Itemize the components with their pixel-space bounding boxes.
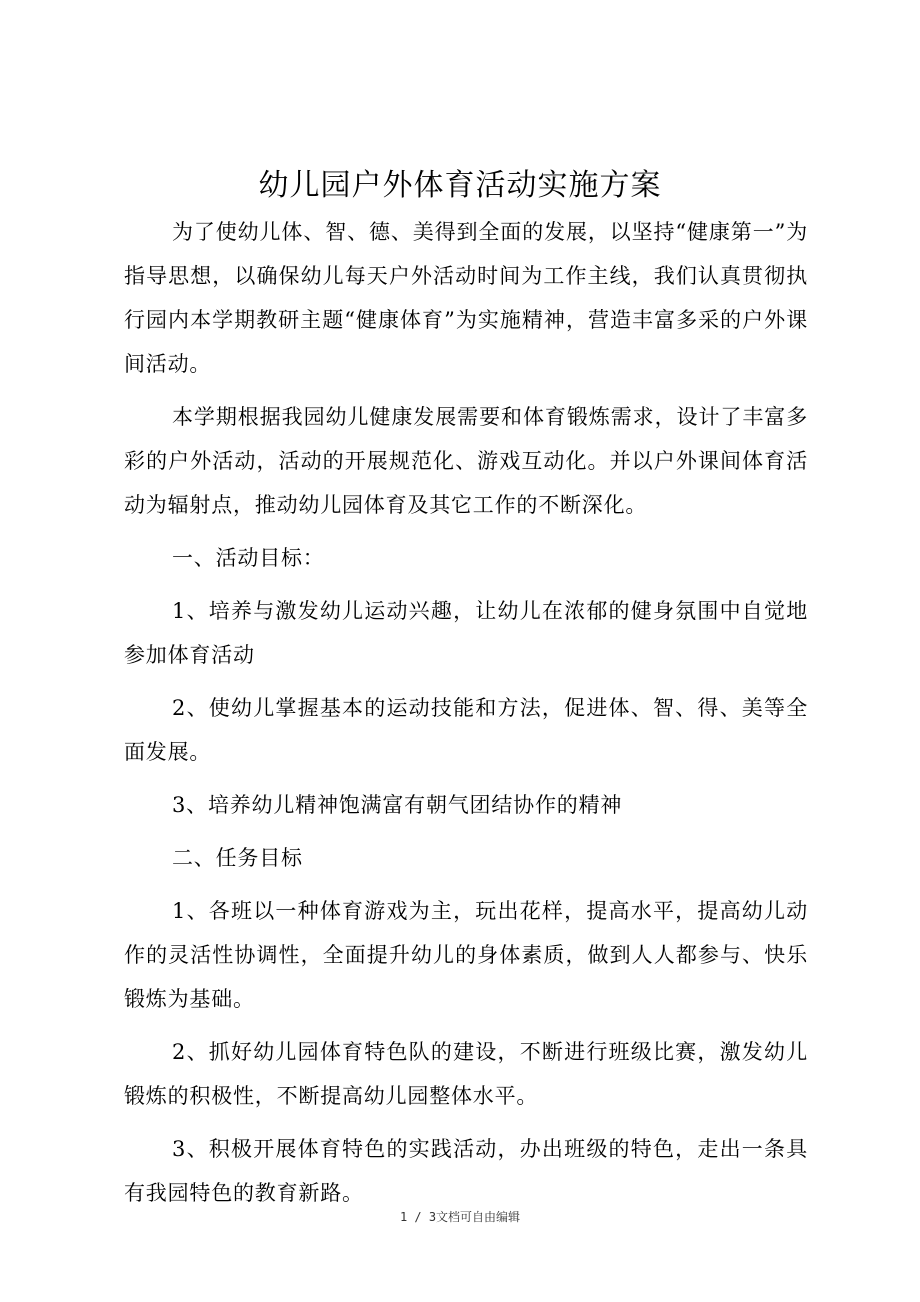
section-heading-task-goals: 二、任务目标 <box>172 846 303 870</box>
list-item-activity-goal-2: 2、使幼儿掌握基本的运动技能和方法，促进体、智、得、美等全面发展。 <box>124 696 808 764</box>
list-item-task-goal-1: 1、各班以一种体育游戏为主，玩出花样，提高水平，提高幼儿动作的灵活性协调性，全面提升幼儿的身体素质，做到人人都参与、快乐锻炼为基础。 <box>124 899 808 1011</box>
section-heading-activity-goals: 一、活动目标： <box>172 546 325 570</box>
page-footer: 1 / 3文档可自由编辑 <box>399 1210 521 1224</box>
document-body <box>124 210 808 1224</box>
list-item-activity-goal-1: 1、培养与激发幼儿运动兴趣，让幼儿在浓郁的健身氛围中自觉地参加体育活动 <box>124 599 808 667</box>
list-item-task-goal-2: 2、抓好幼儿园体育特色队的建设，不断进行班级比赛，激发幼儿锻炼的积极性，不断提高幼儿园整体水平。 <box>124 1040 808 1108</box>
paragraph-semester-plan: 本学期根据我园幼儿健康发展需要和体育锻炼需求，设计了丰富多彩的户外活动，活动的开展规范化、游戏互动化。并以户外课间体育活动为辐射点，推动幼儿园体育及其它工作的不断深化。 <box>124 405 808 517</box>
list-item-activity-goal-3: 3、培养幼儿精神饱满富有朝气团结协作的精神 <box>172 793 623 817</box>
paragraph-intro: 为了使幼儿体、智、德、美得到全面的发展，以坚持“健康第一”为指导思想，以确保幼儿每天户外活动时间为工作主线，我们认真贯彻执行园内本学期教研主题“健康体育”为实施精神，营造丰富多采的户外课间活动。 <box>124 220 808 376</box>
document-title: 幼儿园户外体育活动实施方案 <box>258 168 662 203</box>
list-item-task-goal-3: 3、积极开展体育特色的实践活动，办出班级的特色，走出一条具有我园特色的教育新路。 <box>124 1137 808 1205</box>
